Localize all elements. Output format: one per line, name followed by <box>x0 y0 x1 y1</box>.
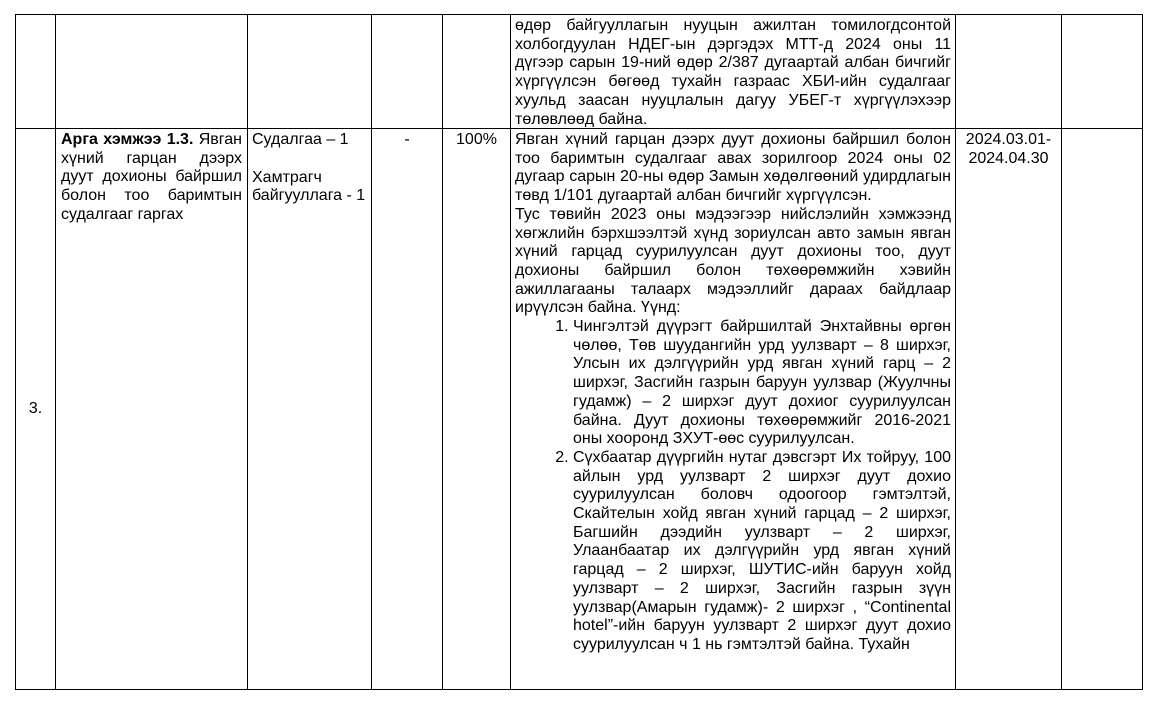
report-table <box>15 14 1143 690</box>
cell-activity-empty <box>56 15 248 129</box>
result-list-item-2: 2. Сүхбаатар дүүргийн нутаг дэвсгэрт Их тойруу, 100 айлын урд уулзварт 2 ширхэг дуут дохио суурилуулсан боловч одоогоор гэмтэлтэй, Скайтелын хойд явган хүний гарцад – 2 ширхэг, Багшийн дээдийн уулзварт – 2 ширхэг, Улаанбаатар их дэлгүүрийн урд явган хүний гарцад – 2 ширхэг, ШУТИС-ийн баруун хойд уулзварт – 2 ширхэг, Засгийн газрын зүүн уулзвар(Амарын гудамж)- 2 ширхэг , “Continental hotel”-ийн баруун уулзварт 2 ширхэг дуут дохио суурилуулсан ч 1 нь гэмтэлтэй байна. Тухайн <box>573 449 951 655</box>
result-clip <box>515 131 951 687</box>
cell-note <box>1062 129 1143 690</box>
budget-value: - <box>404 131 410 148</box>
cell-target <box>248 129 372 690</box>
cell-row-number <box>16 129 56 690</box>
row-number: 3. <box>28 400 43 418</box>
result-list-item-1: 1. Чингэлтэй дүүрэгт байршилтай Энхтайвны өргөн чөлөө, Төв шуудангийн урд уулзварт – 8 ширхэг, Улсын их дэлгүүрийн урд явган хүний гарц – 2 ширхэг, Засгийн газрын баруун уулзвар (Жуулчны гудамж) – 2 ширхэг дуут дохиог суурилуулсан байна. Дуут дохионы төхөөрөмжийг 2016-2021 оны хооронд ЗХУТ-өөс суурилуулсан. <box>573 318 951 449</box>
target-partner: Хамтрагч байгууллага - 1 <box>252 168 366 205</box>
cell-period <box>956 129 1062 690</box>
period-value: 2024.03.01-2024.04.30 <box>965 131 1052 167</box>
cell-activity <box>56 129 248 690</box>
table-row-activity-3 <box>16 129 1143 690</box>
result-paragraph-2: Тус төвийн 2023 оны мэдээгээр нийслэлийн хэмжээнд хөгжлийн бэрхшээлтэй хүнд зориулсан авто замын явган хүний гарцад суурилуулсан дуут дохионы тоо, дуут дохионы байршил болон төхөөрөмжийн хэвийн ажиллагааны талаарх мэдээллийг дараах байдлаар ирүүлсэн байна. Үүнд: <box>515 205 951 317</box>
target-indicator: Судалгаа – 1 <box>252 131 349 148</box>
cell-result <box>511 129 956 690</box>
target-spacer <box>252 150 367 169</box>
cell-performance <box>443 129 511 690</box>
result-paragraph-1: Явган хүний гарцан дээрх дуут дохионы байршил болон тоо баримтын судалгааг авах зорилгоор 2024 оны 02 дугаар сарын 20-ны өдөр Замын хөдөлгөөний удирдлагын төвд 1/101 дугаартай албан бичгийг хүргүүлсэн. <box>515 131 951 205</box>
activity-title: Арга хэмжээ 1.3. <box>61 131 194 148</box>
cell-period-empty <box>956 15 1062 129</box>
activity-description: Явган хүний гарцан дээрх дуут дохионы байршил болон тоо баримтын судалгааг гаргах <box>61 131 242 223</box>
result-continuation-paragraph: өдөр байгууллагын нууцын ажилтан томилогдсонтой холбогдуулан НДЕГ-ын дэргэдэх МТТ-д 2024 оны 11 дүгээр сарын 19-ний өдөр 2/387 дугаартай албан бичгийг хүргүүлсэн бөгөөд тухайн газраас ХБИ-ийн судалгааг хуульд заасан нууцлалын дагуу УБЕГ-т хүргүүлэхээр төлөвлөөд байна. <box>515 17 951 127</box>
performance-value: 100% <box>456 131 497 148</box>
cell-budget <box>372 129 443 690</box>
cell-result-continuation <box>511 15 956 129</box>
activity-paragraph <box>61 131 242 225</box>
result-list <box>515 318 951 655</box>
table-row-continuation <box>16 15 1143 129</box>
cell-note-empty <box>1062 15 1143 129</box>
cell-number-empty <box>16 15 56 129</box>
cell-target-empty <box>248 15 372 129</box>
cell-budget-empty <box>372 15 443 129</box>
cell-performance-empty <box>443 15 511 129</box>
result-clip <box>515 17 951 127</box>
